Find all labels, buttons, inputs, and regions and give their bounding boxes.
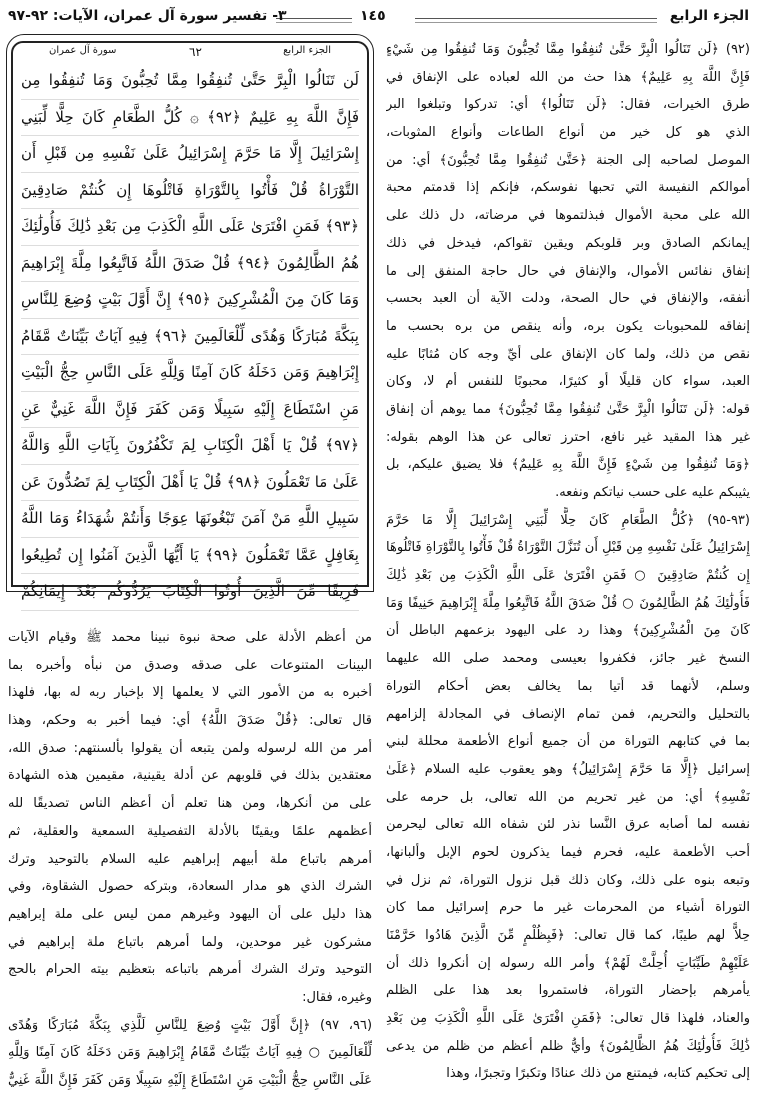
text-line: (٩٦، ٩٧) ﴿إِنَّ أَوَّلَ بَيْتٍ وُضِعَ لِلنَّاسِ لَلَّذِي بِبَكَّةَ مُبَارَكًا وَهُدًى	[8, 1017, 372, 1033]
header-juz: الجزء الرابع	[669, 8, 749, 24]
mushaf-frame	[11, 41, 369, 600]
text-line: إيمانكم الصادق وبر قلوبكم ويقين تقواكم، فيدخل في ذلك	[386, 235, 750, 251]
text-line: البينات المتنوعات على صدقه وصدق من نبأه وأخبره بما	[8, 657, 372, 673]
text-line: ﴿وَمَا تُنفِقُوا مِن شَيْءٍ فَإِنَّ اللَّهَ بِهِ عَلِيمٌ﴾ فلا يضيق عليكم، بل	[386, 457, 750, 473]
text-line: حِلاًّ لهم طيبًا، كما قال تعالى: ﴿فَبِظُلْمٍ مِّنَ الَّذِينَ هَادُوا حَرَّمْنَا	[386, 928, 750, 943]
text-line: غير هذا المقيد غير نافع، احترز تعالى عن هذا الوهم بقوله:	[386, 429, 750, 445]
text-line: معتقدين بذلك في قلوبهم عن أدلة يقينية، مقيمين هذه الشهادة	[8, 768, 372, 784]
quran-verse-line: التَّوْرَاةُ قُلْ فَأْتُوا بِالتَّوْرَاةِ فَاتْلُوهَا إِن كُنتُمْ صَادِقِينَ	[21, 173, 359, 210]
quran-verse-line: مَنِ اسْتَطَاعَ إِلَيْهِ سَبِيلًا وَمَن كَفَرَ فَإِنَّ اللَّهَ غَنِيٌّ عَنِ	[21, 392, 359, 429]
text-line: الشرك الذي هو مدار السعادة، وبتركه حصول الشقاوة، وفي	[8, 879, 372, 895]
header-rule-left	[276, 18, 352, 23]
text-line: ذَٰلِكَ فَأُولَٰئِكَ هُمُ الظَّالِمُونَ﴾ وأيُّ ظلم أعظم من ظلم من يدعى	[386, 1038, 750, 1054]
quran-verse-line: بِبَكَّةَ مُبَارَكًا وَهُدًى لِّلْعَالَمِينَ ﴿٩٦﴾ فِيهِ آيَاتٌ بَيِّنَاتٌ مَّقَامُ	[21, 319, 359, 356]
quran-verse-line: فَرِيقًا مِّنَ الَّذِينَ أُوتُوا الْكِتَابَ يَرُدُّوكُم بَعْدَ إِيمَانِكُمْ	[21, 574, 359, 611]
text-line: فَإِنَّ اللَّهَ بِهِ عَلِيمٌ﴾ هذا حث من الله لعباده على الإنفاق في	[386, 69, 750, 85]
text-line: (٩٣-٩٥) ﴿كُلُّ الطَّعَامِ كَانَ حِلًّا لِّبَنِي إِسْرَائِيلَ إِلَّا مَا حَرَّمَ	[386, 512, 750, 528]
text-line: عَلَى النَّاسِ حِجُّ الْبَيْتِ مَنِ اسْتَطَاعَ إِلَيْهِ سَبِيلًا وَمَن كَفَرَ فَإِنَّ اللَّهَ غَنِيٌّ	[8, 1073, 372, 1088]
text-line: نقص من ذلك، ولما كان الإنفاق على أيِّ وجه كان مُثابًا عليه	[386, 346, 750, 362]
text-line: لِّلْعَالَمِينَ ○ فِيهِ آيَاتٌ بَيِّنَاتٌ مَّقَامُ إِبْرَاهِيمَ وَمَن دَخَلَهُ كَانَ آمِنًا وَلِلَّهِ	[8, 1045, 372, 1061]
quran-verse-line: وَمَا كَانَ مِنَ الْمُشْرِكِينَ ﴿٩٥﴾ إِنَّ أَوَّلَ بَيْتٍ وُضِعَ لِلنَّاسِ	[21, 282, 359, 319]
text-line: يأمرهم بإحضار التوراة، فاستمروا بعد هذا على الظلم	[386, 983, 750, 999]
text-line: إِن كُنتُمْ صَادِقِينَ ○ فَمَنِ افْتَرَىٰ عَلَى اللَّهِ الْكَذِبَ مِن بَعْدِ ذَٰلِكَ	[386, 568, 750, 584]
text-line: وتبعه بنوه على ذلك، وكان ذلك قبل نزول التوراة، ثم نزل في	[386, 872, 750, 888]
text-line: قال تعالى: ﴿قُلْ صَدَقَ اللَّهُ﴾ أي: فيما أخبر به وحكم، وهذا	[8, 713, 372, 729]
text-line: مشركون غير موحدين، ولما أمرهم باتباع ملة إبراهيم في	[8, 934, 372, 950]
text-line: نفسه لما أصابه عرق النَّسا نذر لئن شفاه الله تعالى ليحرمن	[386, 817, 750, 833]
text-line: على من أنكرها، ومن هنا تعلم أن أعظم الناس تصديقًا لله	[8, 796, 372, 812]
text-line: التوحيد وترك الشرك أمرهم باتباعه بتعظيم بيته الحرام بالحج	[8, 962, 372, 978]
text-line: أخبره به من الأمور التي لا يعلمها إلا بإخبار ربه له بها، فلهذا	[8, 685, 372, 701]
quran-verse-line: لَن تَنَالُوا الْبِرَّ حَتَّىٰ تُنفِقُوا مِمَّا تُحِبُّونَ وَمَا تُنفِقُوا مِن	[21, 63, 359, 100]
text-line: العبد، سواء كان قليلًا أو كثيرًا، محبوبًا للنفس أم لا، وكان	[386, 374, 750, 390]
text-line: يثيبكم عليه على حسب نياتكم ونفعه.	[555, 485, 750, 500]
text-line: نَفْسِهِ﴾ أي: من غير تحريم من الله تعالى، بل حرمه على	[386, 789, 750, 805]
text-line: كَانَ مِنَ الْمُشْرِكِينَ﴾ وهذا رد على اليهود بزعمهم الباطل أن	[386, 623, 750, 639]
text-line: وسلم، لأنهما قد أتيا بما يخالف بعض أحكام التوراة	[386, 678, 750, 694]
text-line: أموالكم النفيسة التي تحبها نفوسكم، فإنكم إذا قدمتم محبة	[386, 180, 750, 196]
mushaf-surah-label: سورة آل عمران	[49, 45, 117, 56]
mushaf-juz-label: الجزء الرابع	[283, 45, 331, 56]
text-line: أعظمهم علمًا ويقينًا بالأدلة التفصيلية السمعية والعقلية، ثم	[8, 823, 372, 839]
text-line: إسرائيل ﴿إِلَّا مَا حَرَّمَ إِسْرَائِيلُ﴾ وهو يعقوب عليه السلام ﴿عَلَىٰ	[386, 761, 750, 777]
mushaf-header	[19, 45, 361, 61]
quran-verse-line: ﴿٩٣﴾ فَمَنِ افْتَرَىٰ عَلَى اللَّهِ الْكَذِبَ مِن بَعْدِ ذَٰلِكَ فَأُولَٰئِكَ	[21, 209, 359, 246]
text-line: الموصل لصاحبه إلى الجنة ﴿حَتَّىٰ تُنفِقُوا مِمَّا تُحِبُّونَ﴾ أي: من	[386, 152, 750, 168]
quran-verse-line: ﴿٩٧﴾ قُلْ يَا أَهْلَ الْكِتَابِ لِمَ تَكْفُرُونَ بِآيَاتِ اللَّهِ وَاللَّهُ	[21, 428, 359, 465]
text-line: طرق الخيرات، فقال: ﴿لَن تَنَالُوا﴾ أي: تدركوا وتبلغوا البر	[386, 97, 750, 113]
text-line: فَأُولَٰئِكَ هُمُ الظَّالِمُونَ ○ قُلْ صَدَقَ اللَّهُ فَاتَّبِعُوا مِلَّةَ إِبْرَاهِيمَ حَنِيفًا وَمَا	[386, 595, 750, 611]
quran-verse-line: فَإِنَّ اللَّهَ بِهِ عَلِيمٌ ﴿٩٢﴾ ۞ كُلُّ الطَّعَامِ كَانَ حِلًّا لِّبَنِي	[21, 100, 359, 137]
text-line: وغيره، فقال:	[302, 989, 372, 1005]
quran-verse-line: سَبِيلِ اللَّهِ مَنْ آمَنَ تَبْغُونَهَا عِوَجًا وَأَنتُمْ شُهَدَاءُ وَمَا اللَّهُ	[21, 501, 359, 538]
text-line: والعناد، فلهذا قال تعالى: ﴿فَمَنِ افْتَرَىٰ عَلَى اللَّهِ الْكَذِبَ مِن بَعْدِ	[386, 1011, 750, 1027]
header-title: ٣- تفسير سورة آل عمران، الآيات: ٩٢-٩٧	[8, 8, 287, 24]
text-line: أمرهم باتباع ملة أبيهم إبراهيم عليه السلام بالتوحيد وترك	[8, 851, 372, 867]
mushaf-page-box	[6, 34, 374, 600]
quran-verse-line: هُمُ الظَّالِمُونَ ﴿٩٤﴾ قُلْ صَدَقَ اللَّهُ فَاتَّبِعُوا مِلَّةَ إِبْرَاهِيمَ	[21, 246, 359, 283]
text-line: النسخ غير جائز، فكفروا بعيسى ومحمد صلى الله عليهما	[386, 651, 750, 667]
text-line: قوله: ﴿لَن تَنَالُوا الْبِرَّ حَتَّىٰ تُنفِقُوا مِمَّا تُحِبُّونَ﴾ مما يوهم أن إنفاق	[386, 401, 750, 417]
text-line: (٩٢) ﴿لَن تَنَالُوا الْبِرَّ حَتَّىٰ تُنفِقُوا مِمَّا تُحِبُّونَ وَمَا تُنفِقُوا مِن شَيْءٍ	[386, 42, 750, 57]
header-page-number: ١٤٥	[360, 8, 386, 24]
text-line: بالتحليل والتحريم، فمن تمام الإنصاف في المجادلة إلزامهم	[386, 706, 750, 722]
mushaf-lines	[21, 63, 359, 611]
quran-verse-line: إِبْرَاهِيمَ وَمَن دَخَلَهُ كَانَ آمِنًا وَلِلَّهِ عَلَى النَّاسِ حِجُّ الْبَيْتِ	[21, 355, 359, 392]
text-line: بما في كتابهم التوراة من أن جميع أنواع الأطعمة محللة لبني	[386, 734, 750, 750]
left-column-text	[8, 624, 372, 1095]
mushaf-page-number: ٦٢	[189, 45, 202, 59]
text-line: إلى تحكيم كتابه، فيمتنع من ذلك عنادًا وتكبرًا وتجبرًا، وهذا	[446, 1066, 750, 1082]
text-line: الذي هو كل خير من أنواع الطاعات وأنواع المثوبات،	[386, 125, 750, 141]
text-line: عَلَيْهِمْ طَيِّبَاتٍ أُحِلَّتْ لَهُمْ﴾ وأمر الله رسوله إن أنكروا ذلك أن	[386, 955, 750, 971]
right-column-text	[386, 36, 750, 1088]
text-line: أنفقه، والإنفاق في حال الصحة، ودلت الآية أن العبد بحسب	[386, 291, 750, 307]
running-header	[8, 6, 749, 30]
quran-verse-line: بِغَافِلٍ عَمَّا تَعْمَلُونَ ﴿٩٩﴾ يَا أَيُّهَا الَّذِينَ آمَنُوا إِن تُطِيعُوا	[21, 538, 359, 575]
text-line: الله على محبة الأموال فبذلتموها في مرضاته، دل ذلك على	[386, 208, 750, 224]
text-line: هذا دليل على أن اليهود وغيرهم ممن ليس على ملة إبراهيم	[8, 906, 372, 922]
header-rule-right	[415, 18, 657, 23]
text-line: إِسْرَائِيلُ عَلَىٰ نَفْسِهِ مِن قَبْلِ أَن تُنَزَّلَ التَّوْرَاةُ قُلْ فَأْتُوا بِالتَّوْرَاةِ فَاتْلُوهَا	[386, 540, 750, 556]
text-line: أحب الأطعمة عليه، فحرم فيما يذكرون لحوم الإبل وألبانها،	[386, 844, 750, 860]
text-line: التوراة أشياء من المحرمات غير ما حرم إسرائيل مما كان	[386, 900, 750, 916]
text-line: إنفاقه للمحبوبات يكون بره، وأنه ينقص من بره بحسب ما	[386, 318, 750, 334]
text-line: إنفاق نفائس الأموال، والإنفاق في حال حاجة المنفق إلى ما	[386, 263, 750, 279]
quran-verse-line: إِسْرَائِيلَ إِلَّا مَا حَرَّمَ إِسْرَائِيلُ عَلَىٰ نَفْسِهِ مِن قَبْلِ أَن	[21, 136, 359, 173]
text-line: من أعظم الأدلة على صحة نبوة نبينا محمد ﷺ وقيام الآيات	[8, 630, 372, 645]
quran-verse-line: عَلَىٰ مَا تَعْمَلُونَ ﴿٩٨﴾ قُلْ يَا أَهْلَ الْكِتَابِ لِمَ تَصُدُّونَ عَن	[21, 465, 359, 502]
text-line: أمر من الله لرسوله ولمن يتبعه أن يقولوا بألسنتهم: صدق الله،	[8, 740, 372, 756]
